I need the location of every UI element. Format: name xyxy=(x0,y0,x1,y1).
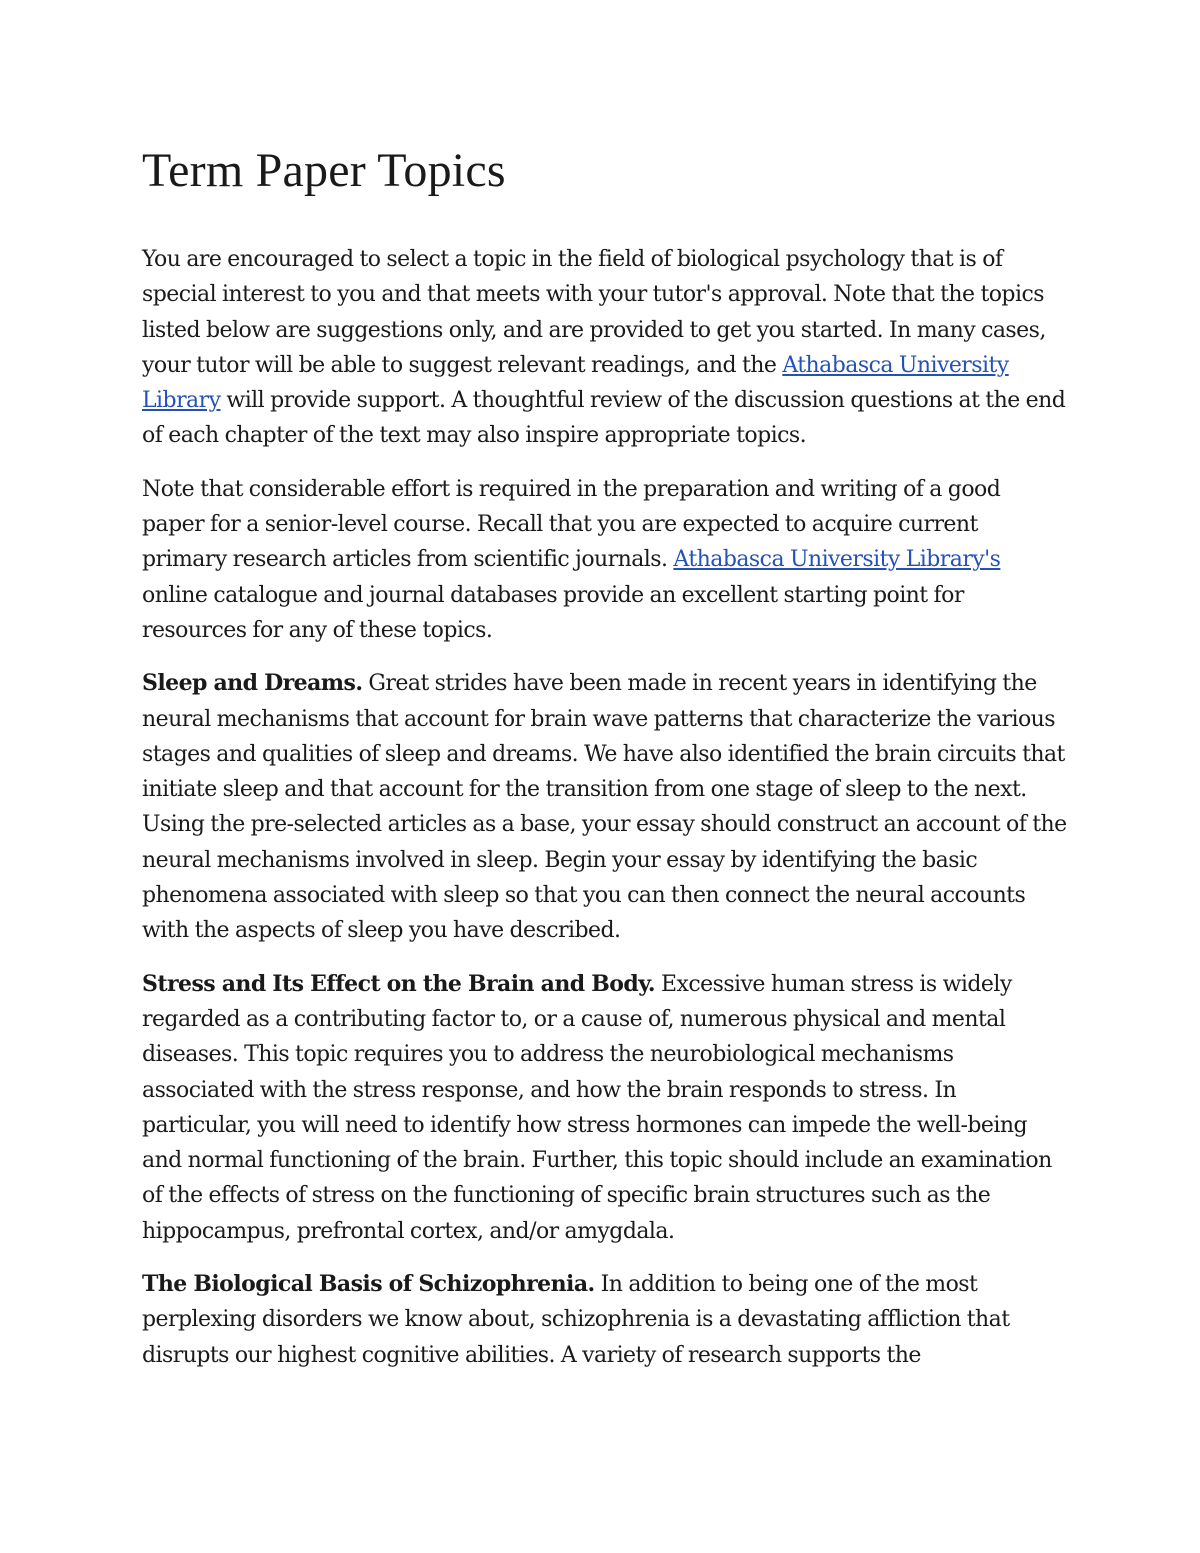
intro-text-end: will provide support. A thoughtful review of the discussion questions at the end of each chapter of the text may also inspire appropriate topics. xyxy=(142,388,1066,449)
library-link[interactable]: Athabasca University Library xyxy=(142,352,1009,414)
library-catalogue-link[interactable]: Athabasca University Library's xyxy=(673,547,1001,573)
topic-body: Great strides have been made in recent years in identifying the neural mechanisms that account for brain wave patterns that characterize the various stages and qualities of sleep and dreams. We have also identified the brain circuits that initiate sleep and that account for the transition from one stage of sleep to the next. Using the pre-selected articles as a base, your essay should construct an account of the neural mechanisms involved in sleep. Begin your essay by identifying the basic phenomena associated with sleep so that you can then connect the neural accounts with the aspects of sleep you have described. xyxy=(142,671,1067,944)
note-text-start: Note that considerable effort is required in the preparation and writing of a good paper for a senior-level course. Recall that you are expected to acquire current primary research articles from scientific journals. xyxy=(142,476,1001,573)
topic-stress xyxy=(142,967,1067,1249)
topic-heading: Stress and Its Effect on the Brain and Body. xyxy=(142,970,656,997)
topic-body: In addition to being one of the most perplexing disorders we know about, schizophrenia is a devastating affliction that disrupts our highest cognitive abilities. A variety of research supports the xyxy=(142,1272,1010,1368)
note-paragraph xyxy=(142,472,1067,648)
topic-schizophrenia xyxy=(142,1267,1067,1373)
topic-body: Excessive human stress is widely regarded as a contributing factor to, or a cause of, numerous physical and mental diseases. This topic requires you to address the neurobiological mechanisms associated with the stress response, and how the brain responds to stress. In particular, you will need to identify how stress hormones can impede the well-being and normal functioning of the brain. Further, this topic should include an examination of the effects of stress on the functioning of specific brain structures such as the hippocampus, prefrontal cortex, and/or amygdala. xyxy=(142,971,1052,1244)
page-title: Term Paper Topics xyxy=(142,144,506,197)
topic-sleep-dreams xyxy=(142,666,1067,948)
note-text-end: online catalogue and journal databases provide an excellent starting point for resources for any of these topics. xyxy=(142,582,964,643)
intro-paragraph xyxy=(142,242,1067,454)
document-page xyxy=(142,140,1067,1391)
topic-heading: The Biological Basis of Schizophrenia. xyxy=(142,1271,595,1298)
topic-heading: Sleep and Dreams. xyxy=(142,670,363,697)
intro-text-start: You are encouraged to select a topic in the field of biological psychology that is of special interest to you and that meets with your tutor's approval. Note that the topics listed below are suggestions only, and are provided to get you started. In many cases, your tutor will be able to suggest relevant readings, and the xyxy=(142,247,1046,378)
